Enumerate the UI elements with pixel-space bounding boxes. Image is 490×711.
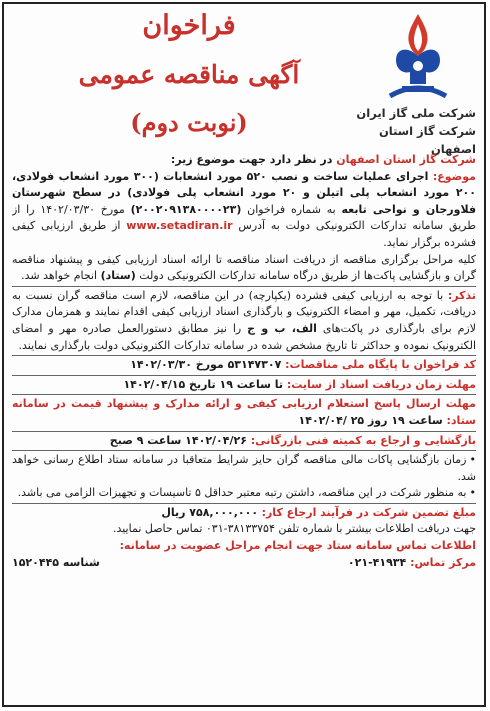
bullet-item: • به منظور شرکت در این مناقصه، داشتن رتبه معتبر حداقل ۵ تاسیسات و تجهیزات الزامی می باشد. (12, 485, 476, 502)
flame-logo-icon (366, 10, 470, 106)
divider (12, 503, 476, 504)
note-text: با توجه به ارزیابی کیفی فشرده (یکپارچه) در این مناقصه، لازم است مناقصه گران نسبت به دریافت، تکمیل، مهر و امضاء الکترونیک و بارگذاری اسناد ارزیابی کیفی اقدام نمایند و همزمان مدارک لازم برای بارگذاری در پاکت‌های (12, 288, 476, 335)
call-code-label: کد فراخوان با پایگاه ملی مناقصات: (285, 358, 476, 372)
divider (12, 355, 476, 356)
notice-header (4, 4, 484, 154)
call-center (348, 555, 476, 572)
subject-paragraph (12, 169, 476, 252)
intro-text: در نظر دارد جهت موضوع زیر: (170, 153, 337, 166)
tender-notice (2, 2, 486, 707)
submit-deadline-line (12, 396, 476, 429)
guarantee-line (12, 505, 476, 522)
call-center-label: مرکز تماس: (410, 555, 476, 569)
call-code-line (12, 357, 476, 374)
note-paragraph (12, 288, 476, 354)
docs-deadline-value: تا ساعت ۱۹ تاریخ ۱۴۰۲/۰۴/۱۵ (123, 377, 287, 391)
note-label: تذکر: (447, 288, 476, 302)
footer-row (12, 555, 476, 572)
docs-deadline-line (12, 377, 476, 394)
notice-id-value: ۱۵۲۰۴۴۵ (12, 555, 59, 569)
subject-main: اجرای عملیات ساخت و نصب ۵۲۰ مورد انشعابات (۳۰۰ مورد انشعاب فولادی، ۲۰۰ مورد انشعاب پلی اتیلن و ۲۰ مورد انشعاب پلی فولادی) در سطح شهرستان فلاورجان و نواحی تابعه (12, 169, 476, 216)
divider (12, 375, 476, 376)
notice-subtitle: آگهی مناقصه عمومی (78, 60, 300, 89)
bullet-item: • زمان بازگشایی پاکات مالی مناقصه گران حایز شرایط متعاقبا در سامانه ستاد اطلاع رسانی خواهد شد. (12, 452, 476, 485)
subject-label: موضوع: (432, 169, 476, 183)
process-tail: انجام خواهد شد. (21, 269, 101, 283)
subject-call-text: به شماره فراخوان (247, 202, 342, 216)
setad-label: (ستاد) (100, 269, 136, 283)
opening-label: بازگشایی و ارجاع به کمیته فنی بازرگانی: (250, 433, 476, 447)
subject-date-text: مورخ ۱۴۰۲/۰۳/۳۰ را از طریق سامانه تدارکات الکترونیکی دولت به آدرس (12, 202, 476, 233)
notice-id-label: شناسه (59, 555, 100, 569)
setad-contact-label: اطلاعات تماس سامانه ستاد جهت انجام مراحل عضویت در سامانه: (119, 539, 476, 553)
contact-line: جهت دریافت اطلاعات بیشتر با شماره تلفن ۳۸۱۳۳۷۵۴-۰۳۱ تماس حاصل نمایید. (112, 522, 476, 536)
divider (12, 394, 476, 395)
divider (12, 286, 476, 287)
note-text-2: را نیز مطابق دستورالعمل صادره مهر و امضای الکترونیک نموده و حداکثر تا تاریخ مشخص شده در سامانه تدارکات الکترونیکی دولت بارگذاری نمایند. (12, 321, 476, 352)
company-line-2: شرکت گاز استان اصفهان (378, 124, 476, 156)
process-paragraph (12, 252, 476, 285)
company-line-1: شرکت ملی گاز ایران (356, 106, 476, 120)
submit-deadline-label: مهلت ارسال پاسخ استعلام ارزیابی کیفی و ارائه مدارک و پیشنهاد قیمت در سامانه ستاد: (12, 397, 476, 427)
note-packets: الف، ب و ج (247, 321, 317, 335)
call-center-value: ۴۱۹۳۴-۰۲۱ (347, 555, 411, 569)
opening-line (12, 433, 476, 450)
call-code-value: ۵۳۱۴۷۳۰۷ مورخ ۱۴۰۲/۰۳/۳۰ (130, 358, 286, 372)
notice-title: فراخوان (142, 10, 236, 41)
org-name: شرکت گاز استان اصفهان (336, 153, 476, 166)
submit-deadline-value: ساعت ۱۹ روز ۲۵ /۱۴۰۲/۰۴ (298, 413, 447, 427)
call-number: (۲۰۰۲۰۹۱۳۸۰۰۰۰۲۳) (130, 202, 242, 216)
divider (12, 450, 476, 451)
subject-tail: از طریق ارزیابی کیفی فشرده برگزار نماید. (12, 219, 476, 249)
notice-id (12, 555, 100, 572)
process-text: کلیه مراحل برگزاری مناقصه از دریافت اسناد مناقصه تا ارائه اسناد ارزیابی کیفی و پیشنهاد مناقصه گران و بازگشایی پاکت‌ها از طریق درگاه سامانه تدارکات الکترونیکی دولت (12, 252, 476, 283)
opening-value: ۱۴۰۲/۰۴/۲۶ ساعت ۹ صبح (109, 433, 251, 447)
company-name (346, 104, 476, 158)
setad-site-link[interactable]: www.setadiran.ir (126, 219, 233, 233)
guarantee-value: ۷۵۸,۰۰۰,۰۰۰ ریال (161, 505, 259, 519)
notice-round: (نوبت دوم) (130, 108, 248, 137)
divider (12, 431, 476, 432)
notice-body (12, 152, 476, 701)
guarantee-label: مبلغ تضمین شرکت در فرآیند ارجاع کار: (261, 505, 476, 519)
intro-line (12, 152, 476, 169)
docs-deadline-label: مهلت زمان دریافت اسناد از سایت: (286, 377, 476, 391)
